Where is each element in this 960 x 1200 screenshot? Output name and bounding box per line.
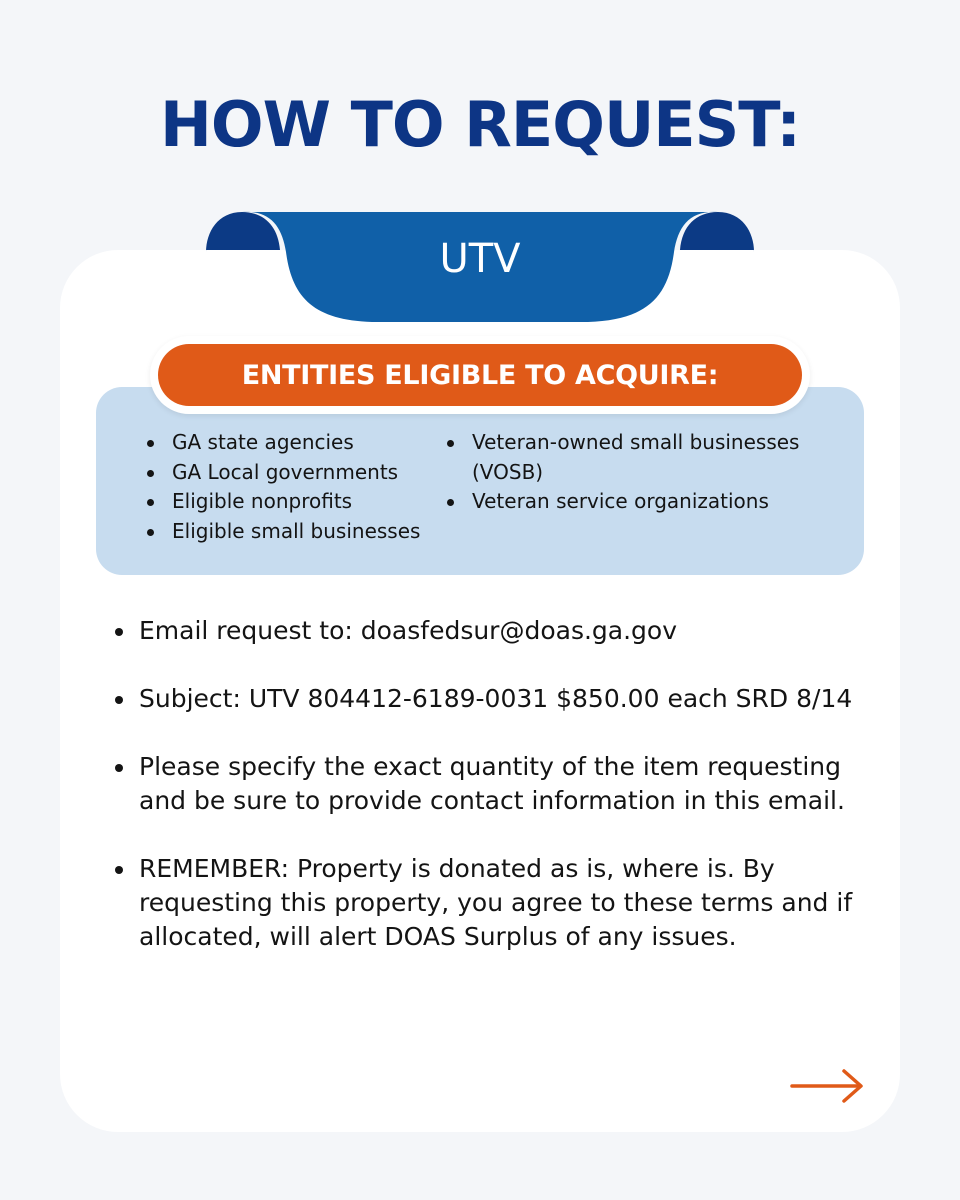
list-item: GA state agencies bbox=[144, 428, 444, 458]
list-item: Veteran-owned small businesses (VOSB) bbox=[444, 428, 832, 487]
instructions-list bbox=[112, 614, 872, 988]
list-item: Veteran service organizations bbox=[444, 487, 844, 517]
list-item: GA Local governments bbox=[144, 458, 444, 488]
instruction-subject: Subject: UTV 804412-6189-0031 $850.00 each SRD 8/14 bbox=[112, 682, 872, 716]
instruction-quantity: Please specify the exact quantity of the item requesting and be sure to provide contact information in this email. bbox=[112, 750, 872, 818]
list-item: Eligible nonprofits bbox=[144, 487, 444, 517]
list-item: Eligible small businesses bbox=[144, 517, 444, 547]
eligible-list-left bbox=[144, 428, 444, 546]
instruction-email: Email request to: doasfedsur@doas.ga.gov bbox=[112, 614, 872, 648]
eligible-banner bbox=[150, 336, 810, 414]
eligible-title: ENTITIES ELIGIBLE TO ACQUIRE: bbox=[241, 359, 719, 391]
page-title: HOW TO REQUEST: bbox=[160, 88, 800, 161]
eligible-list-right bbox=[444, 428, 844, 517]
item-name: UTV bbox=[439, 236, 521, 282]
eligible-banner-fill bbox=[158, 344, 802, 406]
instruction-remember: REMEMBER: Property is donated as is, where is. By requesting this property, you agree to these terms and if allocated, will alert DOAS Surplus of any issues. bbox=[112, 852, 872, 954]
arrow-right-icon[interactable] bbox=[790, 1068, 866, 1104]
